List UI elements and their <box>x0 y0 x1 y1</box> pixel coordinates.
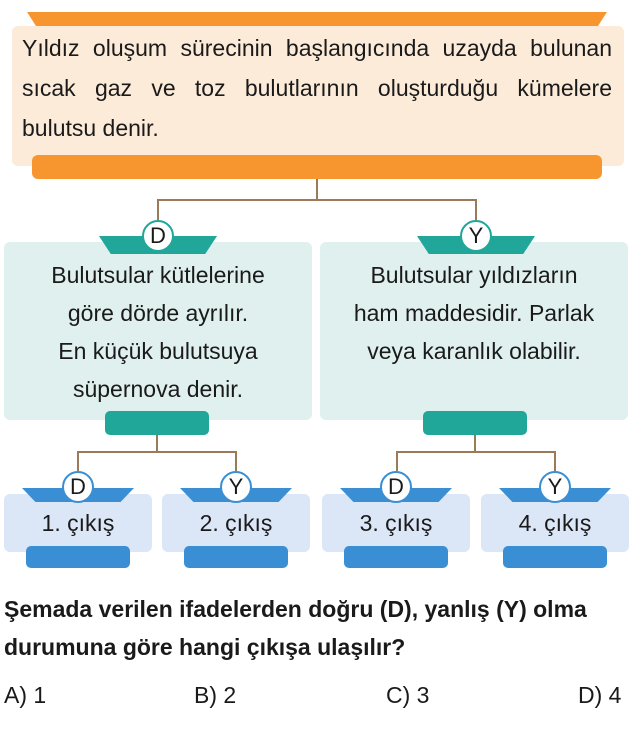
statement-d-text <box>8 256 308 408</box>
d-circle: D <box>142 220 174 252</box>
connector-exit-1 <box>77 451 79 471</box>
exit-2-y-circle: Y <box>220 471 252 503</box>
y-circle: Y <box>460 220 492 252</box>
statement-d-line: süpernova denir. <box>72 376 244 402</box>
option-a[interactable]: A) 1 <box>4 682 47 708</box>
exit-2-base-bar <box>184 546 288 568</box>
connector-exit-3 <box>396 451 398 471</box>
statement-d-line: göre dörde ayrılır. <box>67 300 249 326</box>
connector-stem-left <box>156 435 158 452</box>
statement-y-line: Bulutsular yıldızların <box>370 262 578 288</box>
connector-exit-4 <box>554 451 556 471</box>
statement-y-line: veya karanlık olabilir. <box>367 338 581 364</box>
exit-1-label: 1. çıkış <box>41 510 115 536</box>
statement-d-base-bar <box>105 411 209 435</box>
connector-horizontal <box>157 199 477 201</box>
exit-4-label: 4. çıkış <box>518 510 592 536</box>
statement-y-base-bar <box>423 411 527 435</box>
connector-horizontal-right <box>396 451 556 453</box>
connector-exit-2 <box>235 451 237 471</box>
statement-text: Yıldız oluşum sürecinin başlangıcında uzayda bulunan sıcak gaz ve toz bulutlarının oluşturduğu kümelere bulutsu denir. <box>22 35 612 141</box>
exit-4-base-bar <box>503 546 607 568</box>
option-b[interactable]: B) 2 <box>194 682 237 708</box>
statement-y-line: ham maddesidir. Parlak <box>353 300 595 326</box>
connector-horizontal-left <box>77 451 237 453</box>
option-c[interactable]: C) 3 <box>386 682 430 708</box>
statement-d-line: Bulutsular kütlelerine <box>51 262 265 288</box>
exit-3-d-circle: D <box>380 471 412 503</box>
connector-left <box>157 199 159 221</box>
exit-3-label: 3. çıkış <box>359 510 433 536</box>
statement-y-text <box>324 256 624 370</box>
exit-2-label: 2. çıkış <box>199 510 273 536</box>
connector-stem-right <box>474 435 476 452</box>
statement-base-bar <box>32 155 602 179</box>
question-text: Şemada verilen ifadelerden doğru (D), yanlış (Y) olma durumuna göre hangi çıkışa ulaşılır? <box>4 596 587 660</box>
exit-1-d-circle: D <box>62 471 94 503</box>
exit-1-base-bar <box>26 546 130 568</box>
option-d[interactable]: D) 4 <box>578 682 622 708</box>
connector-right <box>475 199 477 221</box>
connector-stem <box>316 179 318 201</box>
statement-d-line: En küçük bulutsuya <box>58 338 258 364</box>
exit-4-y-circle: Y <box>539 471 571 503</box>
exit-3-base-bar <box>344 546 448 568</box>
